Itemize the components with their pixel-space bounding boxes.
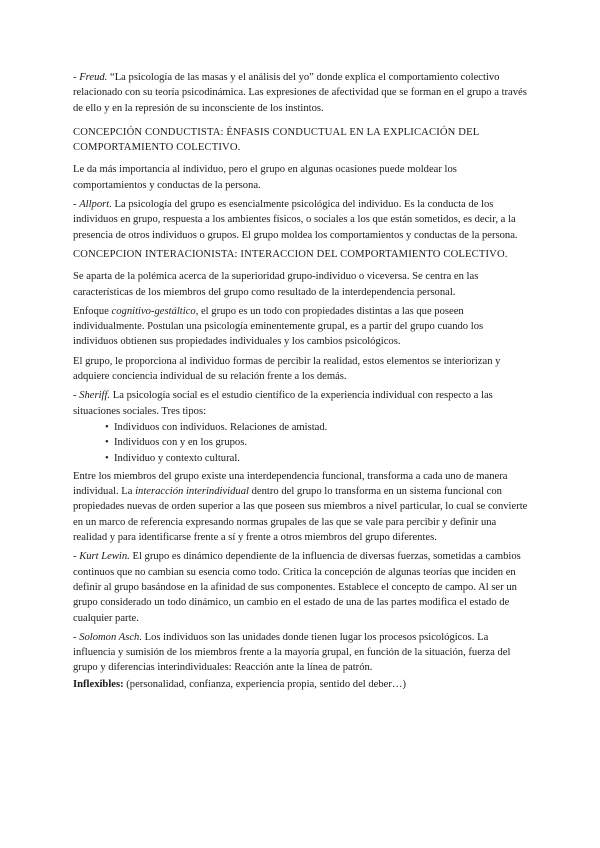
paragraph-inflexibles <box>73 677 528 692</box>
paragraph-text: (personalidad, confianza, experiencia propia, sentido del deber…) <box>123 678 407 690</box>
paragraph-grupo-realidad: El grupo, le proporciona al individuo formas de percibir la realidad, estos elementos se interiorizan y adquiere conciencia individual de su relación frente a los demás. <box>73 355 501 383</box>
list-item: • Individuo y contexto cultural. <box>73 451 528 466</box>
paragraph-text: dentro del grupo lo transforma en un sistema funcional con propiedades nuevas de orden superior a las que poseen sus miembros a nivel particular, lo cual se convierte en un marco de referencia expresando normas grupales de las que se vale para percibir y definir una realidad y para identificarse frente a sí y frente a otros miembros del grupo diferentes. <box>73 486 528 544</box>
paragraph-text: La psicología del grupo es esencialmente psicológica del individuo. Es la conducta de los individuos en grupo, respuesta a los ambientes físicos, o sociales a los que están sometidos, es decir, a la presencia de otros individuos o grupos. El grupo moldea los comportamientos y conductas de la persona. <box>73 199 518 241</box>
paragraph-enfoque <box>73 304 528 350</box>
dash: - <box>73 390 80 402</box>
section-heading-interaccionista: CONCEPCION INTERACIONISTA: INTERACCION DEL COMPORTAMIENTO COLECTIVO. <box>73 248 508 260</box>
dash: - <box>73 72 80 83</box>
bullet-list-tipos <box>73 420 528 466</box>
author-name: Solomon Asch. <box>79 631 142 643</box>
author-name: Freud. <box>79 72 108 83</box>
dash: - <box>73 551 80 563</box>
emphasis-term: interacción interindividual <box>135 486 249 498</box>
paragraph-interaccionista-intro: Se aparta de la polémica acerca de la superioridad grupo-individuo o viceversa. Se centra en las características de los miembros del grupo como resultado de la interdependencia personal. <box>73 271 479 298</box>
bullet-icon: • <box>105 421 109 433</box>
dash: - <box>73 631 80 643</box>
bullet-icon: • <box>105 437 109 449</box>
bold-label: Inflexibles: <box>73 678 124 690</box>
list-item: • Individuos con individuos. Relaciones de amistad. <box>73 420 528 435</box>
paragraph-text: “La psicología de las masas y el análisis del yo” donde explica el comportamiento colectivo relacionado con su teoría psicodinámica. Las expresiones de afectividad que se forman en el grupo a través de ello y en la represión de su inconsciente de los instintos. <box>73 72 527 114</box>
paragraph-text: Los individuos son las unidades donde tienen lugar los procesos psicológicos. La influencia y sumisión de los miembros frente a la mayoría grupal, en función de la situación, fuerza del grupo y diferencias interindividuales: Reacción ante la línea de patrón. <box>73 631 511 674</box>
paragraph-allport <box>73 197 528 243</box>
paragraph-text: Enfoque <box>73 305 112 317</box>
paragraph-asch <box>73 630 528 676</box>
paragraph-sheriff <box>73 388 528 419</box>
bullet-icon: • <box>105 452 109 464</box>
paragraph-text: La psicología social es el estudio científico de la experiencia individual con respecto a las situaciones sociales. Tres tipos: <box>73 390 493 417</box>
emphasis-term: cognitivo-gestáltico <box>111 305 196 317</box>
paragraph-text: El grupo es dinámico dependiente de la influencia de diversas fuerzas, sometidas a cambios continuos que no cambian su esencia como todo. Critica la concepción de algunas teorías que inciden en definir al grupo basándose en la afinidad de sus componentes. Establece el concepto de campo. Al ser un grupo considerado un todo dinámico, un cambio en el estado de una de las partes modifica el estado de cualquier parte. <box>73 551 521 624</box>
paragraph-conductista-intro: Le da más importancia al individuo, pero el grupo en algunas ocasiones puede moldear los comportamientos y conductas de la persona. <box>73 164 457 191</box>
section-heading-conductista: CONCEPCIÓN CONDUCTISTA: ÉNFASIS CONDUCTUAL EN LA EXPLICACIÓN DEL COMPORTAMIENTO COLECTIVO. <box>73 126 479 154</box>
paragraph-lewin <box>73 549 528 625</box>
page-body <box>73 70 528 696</box>
author-name: Allport. <box>79 199 112 211</box>
dash: - <box>73 199 80 211</box>
list-item: • Individuos con y en los grupos. <box>73 435 528 450</box>
paragraph-text: , el grupo es un todo con propiedades distintas a las que poseen individualmente. Postulan una psicología eminentemente grupal, es a partir del grupo cuando los individuos obtienen sus propiedades individuales y los cambios psicológicos. <box>73 305 484 348</box>
author-name: Kurt Lewin. <box>79 551 130 563</box>
paragraph-text: Entre los miembros del grupo existe una interdependencia funcional, transforma a cada uno de manera individual. La <box>73 470 508 498</box>
author-name: Sheriff. <box>79 390 111 402</box>
paragraph-interdependencia <box>73 469 528 545</box>
paragraph-freud <box>73 70 528 116</box>
